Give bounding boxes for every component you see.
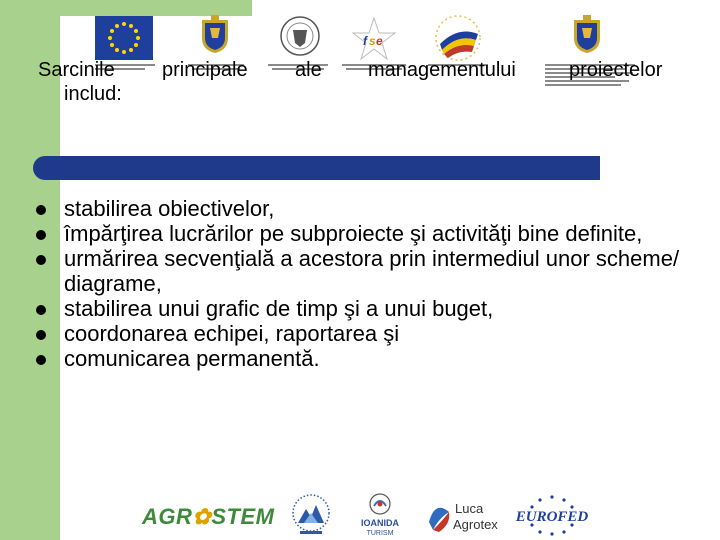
list-item	[36, 296, 706, 321]
fse-logo-icon	[348, 16, 400, 64]
list-item	[36, 346, 706, 371]
list-item	[36, 196, 706, 221]
heading-word: ale	[295, 59, 322, 81]
snam-logo-icon	[290, 493, 332, 537]
agrostem-logo-part: AGR	[142, 504, 193, 529]
bullet-icon	[36, 305, 46, 315]
heading-word: principale	[162, 59, 248, 81]
list-item-text: stabilirea unui grafic de timp şi a unui buget,	[64, 296, 494, 321]
ioanida-turism-logo	[354, 490, 406, 538]
ioanida-logo-text: IOANIDA	[361, 518, 399, 528]
list-item-text: comunicarea permanentă.	[64, 346, 320, 371]
list-item-text: urmărirea secvenţială a acestora prin intermediul unor scheme/ diagrame,	[64, 246, 680, 296]
bullet-icon	[36, 330, 46, 340]
bullet-icon	[36, 205, 46, 215]
ioanida-logo-subtext: TURISM	[366, 530, 394, 537]
eurofed-logo	[512, 494, 592, 536]
agrostem-logo: AGR✿STEM	[142, 504, 275, 529]
section-divider-bar	[33, 156, 600, 180]
list-item-text: coordonarea echipei, raportarea şi	[64, 321, 400, 346]
heading-word: Sarcinile	[38, 59, 115, 81]
svg-text:e: e	[376, 34, 383, 48]
eu-flag-icon	[95, 16, 153, 60]
romania-coat-of-arms-icon-2	[572, 14, 602, 54]
bullet-icon	[36, 355, 46, 365]
list-item	[36, 321, 706, 346]
luca-agrotex-logo	[425, 496, 499, 536]
progress-logo-icon	[432, 14, 484, 64]
heading-word: proiectelor	[569, 59, 663, 81]
list-item-text: împărţirea lucrărilor pe subproiecte şi activităţi bine definite,	[64, 221, 643, 246]
heading-word: managementului	[368, 59, 516, 81]
list-item-text: stabilirea obiectivelor,	[64, 196, 275, 221]
svg-text:s: s	[369, 34, 376, 48]
list-item	[36, 246, 706, 296]
luca-logo-subtext: Agrotex	[453, 517, 498, 532]
luca-logo-text: Luca	[455, 501, 484, 516]
ministry-seal-icon	[280, 16, 320, 56]
romania-coat-of-arms-icon	[200, 14, 230, 54]
bullet-icon	[36, 255, 46, 265]
list-item	[36, 221, 706, 246]
heading-line-2: includ:	[64, 83, 122, 105]
agrostem-logo-part: STEM	[211, 504, 275, 529]
svg-text:f: f	[363, 34, 367, 48]
bullet-icon	[36, 230, 46, 240]
bullet-list	[36, 196, 706, 371]
eurofed-logo-text: EUROFED	[515, 509, 589, 525]
